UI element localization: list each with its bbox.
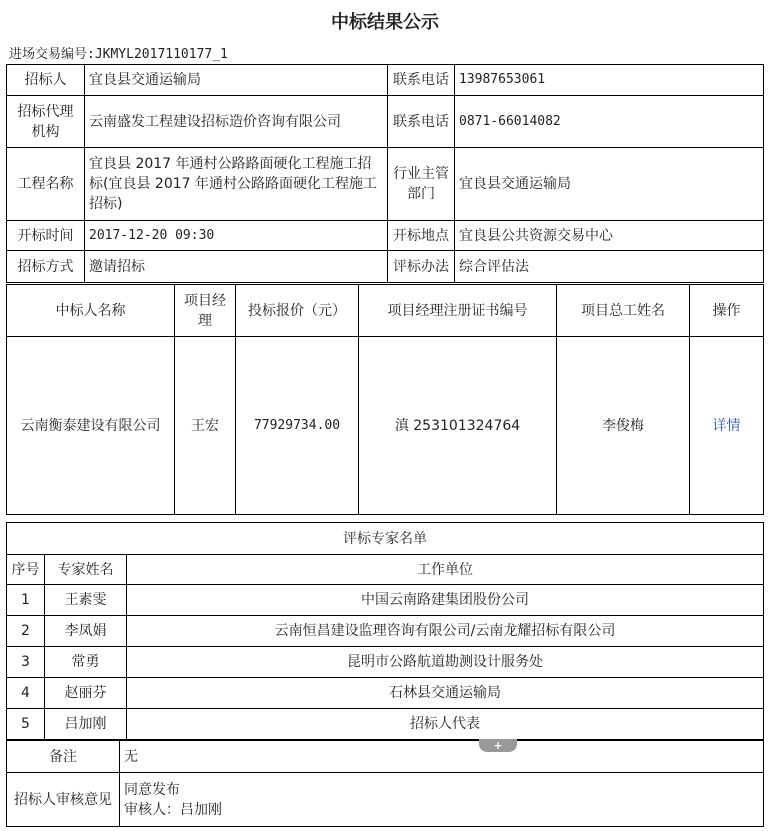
winner-chief: 李俊梅 [557, 337, 690, 515]
open-place-label: 开标地点 [388, 221, 455, 251]
opinion-value: 同意发布 [124, 781, 180, 798]
winner-header-action: 操作 [690, 285, 764, 337]
expert-name: 赵丽芬 [45, 678, 127, 709]
details-link[interactable]: 详情 [712, 417, 741, 434]
expert-unit: 中国云南路建集团股份公司 [127, 585, 764, 616]
agent-value: 云南盛发工程建设招标造价咨询有限公司 [85, 96, 388, 148]
plus-icon: + [493, 739, 503, 752]
winner-table [6, 284, 764, 515]
eval-label: 评标办法 [388, 251, 455, 283]
table-row [7, 337, 764, 515]
review-table [6, 740, 764, 827]
expert-name: 李凤娟 [45, 616, 127, 647]
agent-phone-label: 联系电话 [388, 96, 455, 148]
winner-header-name: 中标人名称 [7, 285, 175, 337]
method-label: 招标方式 [7, 251, 85, 283]
authority-label: 行业主管部门 [388, 148, 455, 221]
project-value: 宜良县 2017 年通村公路路面硬化工程施工招标(宜良县 2017 年通村公路路面硬化工程施工招标) [85, 148, 388, 221]
tenderer-value: 宜良县交通运输局 [85, 65, 388, 96]
reviewer [124, 800, 759, 820]
agent-phone-value: 0871-66014082 [455, 96, 764, 148]
open-place-value: 宜良县公共资源交易中心 [455, 221, 764, 251]
project-label: 工程名称 [7, 148, 85, 221]
agent-label: 招标代理机构 [7, 96, 85, 148]
table-row [7, 616, 764, 647]
experts-title: 评标专家名单 [7, 523, 764, 555]
tenderer-label: 招标人 [7, 65, 85, 96]
opinion-label: 招标人审核意见 [7, 773, 120, 827]
expert-unit: 石林县交通运输局 [127, 678, 764, 709]
expert-name: 王素雯 [45, 585, 127, 616]
winner-name: 云南衡泰建设有限公司 [7, 337, 175, 515]
authority-value: 宜良县交通运输局 [455, 148, 764, 221]
expert-no: 3 [7, 647, 45, 678]
eval-value: 综合评估法 [455, 251, 764, 283]
table-row [7, 678, 764, 709]
trade-number-label: 进场交易编号: [9, 47, 95, 62]
table-row [7, 647, 764, 678]
expert-no: 5 [7, 709, 45, 740]
reviewer-value: 吕加刚 [180, 801, 222, 818]
remark-label: 备注 [7, 741, 120, 773]
open-time-value: 2017-12-20 09:30 [85, 221, 388, 251]
winner-manager: 王宏 [175, 337, 236, 515]
expert-no: 4 [7, 678, 45, 709]
remark-value: 无 [120, 741, 764, 773]
trade-number-value: JKMYL2017110177_1 [94, 47, 228, 62]
tenderer-phone-value: 13987653061 [455, 65, 764, 96]
winner-header-manager: 项目经理 [175, 285, 236, 337]
winner-header-chief: 项目总工姓名 [557, 285, 690, 337]
trade-number [9, 43, 228, 62]
expert-unit: 云南恒昌建设监理咨询有限公司/云南龙耀招标有限公司 [127, 616, 764, 647]
winner-header-cert: 项目经理注册证书编号 [359, 285, 557, 337]
winner-cert: 滇 253101324764 [359, 337, 557, 515]
expert-unit: 昆明市公路航道勘测设计服务处 [127, 647, 764, 678]
expert-name: 吕加刚 [45, 709, 127, 740]
tenderer-phone-label: 联系电话 [388, 65, 455, 96]
table-row [7, 585, 764, 616]
expert-no: 1 [7, 585, 45, 616]
expert-name: 常勇 [45, 647, 127, 678]
expert-unit: 招标人代表 [127, 709, 764, 740]
experts-header-name: 专家姓名 [45, 555, 127, 585]
experts-table [6, 522, 764, 740]
winner-header-price: 投标报价（元） [236, 285, 359, 337]
winner-price: 77929734.00 [236, 337, 359, 515]
expand-button[interactable] [479, 739, 517, 752]
expert-no: 2 [7, 616, 45, 647]
opinion-cell [120, 773, 764, 827]
tender-info-table [6, 64, 764, 283]
page-title: 中标结果公示 [331, 12, 439, 33]
method-value: 邀请招标 [85, 251, 388, 283]
reviewer-label: 审核人： [124, 801, 180, 818]
open-time-label: 开标时间 [7, 221, 85, 251]
table-row [7, 709, 764, 740]
experts-header-no: 序号 [7, 555, 45, 585]
experts-header-unit: 工作单位 [127, 555, 764, 585]
